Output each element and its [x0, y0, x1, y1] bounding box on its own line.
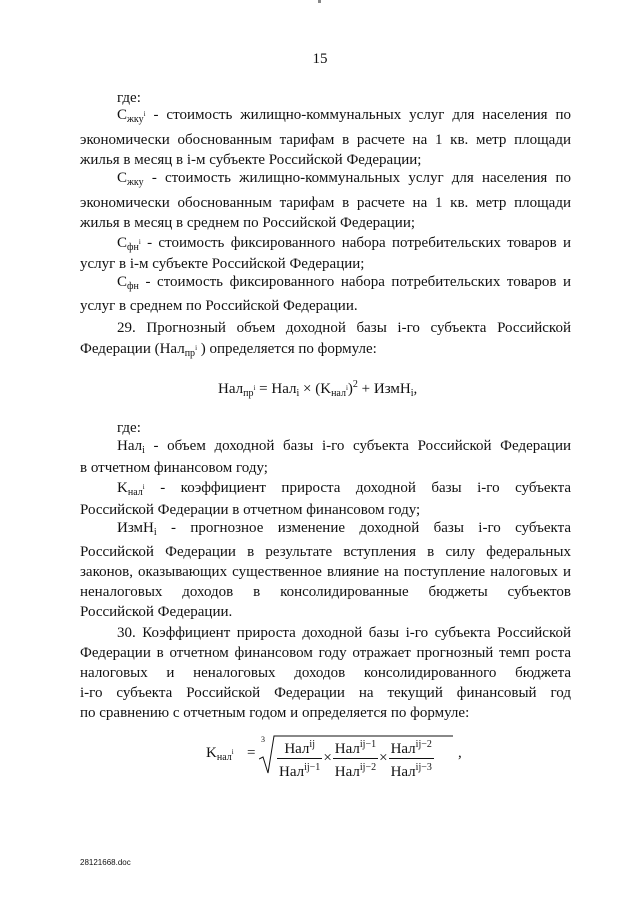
- formula-nal-pr: $Нал_{пр^i} = Нал_i \times (K_{нал^i})^2$ + ИзмН$_i$,: [218, 379, 418, 399]
- formula-lhs: $K_{нал^i}$: [206, 745, 234, 763]
- text-line: жилья в месяц в среднем по Российской Федерации;: [80, 215, 416, 231]
- def-izm-n: ИзмН$_i$ - прогнозное изменение доходной базы i-го субъекта: [117, 520, 571, 538]
- text-line: i-го субъекта Российской Федерации на текущий финансовый год: [80, 685, 571, 701]
- root-content: $\frac{Нал^{ij}}{Нал^{ij-1}}$ × $\frac{Нал^{ij-1}}{Нал^{ij-2}}$ × $\frac{Нал^{ij-2}}{Нал^{ij-3}}$: [279, 739, 432, 780]
- text-line: налоговых и неналоговых доходов консолидированного бюджета: [80, 665, 571, 681]
- symbol: $K_{нал^i}$: [117, 480, 145, 498]
- text-line: жилья в месяц в i-м субъекте Российской Федерации;: [80, 152, 422, 168]
- text-line: Федерации в отчетном финансовом году отражает прогнозный темп роста: [80, 645, 571, 661]
- symbol: $С_{фн}$: [117, 274, 139, 292]
- symbol: ИзмН$_i$: [117, 520, 157, 538]
- def-c-zhku: $С_{жку}$ - стоимость жилищно-коммунальных услуг для населения по: [117, 170, 571, 188]
- text-line: Российской Федерации.: [80, 604, 233, 620]
- symbol: Нал$_i$: [117, 438, 145, 456]
- text-line: экономически обоснованным тарифам в расчете на 1 кв. метр площади: [80, 195, 571, 211]
- def-c-fn-i: $С_{фн^i}$ - стоимость фиксированного набора потребительских товаров и: [117, 235, 572, 253]
- where-label: где:: [117, 90, 141, 106]
- root-index: 3: [261, 735, 265, 744]
- formula-comma: ,: [458, 745, 462, 761]
- text-line: законов, оказывающих существенное влияние на поступление налоговых и: [80, 564, 571, 580]
- text-line: экономически обоснованным тарифам в расчете на 1 кв. метр площади: [80, 132, 571, 148]
- text-line: неналоговых доходов в консолидированные бюджеты субъектов: [80, 584, 571, 600]
- text-line: Российской Федерации в отчетном финансовом году;: [80, 502, 421, 518]
- text-line: услуг в i-м субъекте Российской Федерации;: [80, 256, 365, 272]
- def-nal-i: Нал$_i$ - объем доходной базы i-го субъекта Российской Федерации: [117, 438, 571, 456]
- footer-filename: 28121668.doc: [80, 858, 131, 867]
- fraction-2: $\frac{Нал^{ij-1}}{Нал^{ij-2}}$: [334, 739, 377, 780]
- text-line: в отчетном финансовом году;: [80, 460, 268, 476]
- item-30-heading: 30. Коэффициент прироста доходной базы i-го субъекта Российской: [117, 625, 571, 641]
- item-29-heading: 29. Прогнозный объем доходной базы i-го субъекта Российской: [117, 320, 571, 336]
- symbol: Нал$_{пр^i}$: [159, 341, 198, 359]
- text-line: по сравнению с отчетным годом и определяется по формуле:: [80, 705, 470, 721]
- equals-sign: =: [247, 745, 256, 761]
- def-k-nal: $K_{нал^i}$ - коэффициент прироста доходной базы i-го субъекта: [117, 480, 572, 498]
- def-c-zhku-i: $С_{жку^i}$ - стоимость жилищно-коммунальных услуг для населения по: [117, 107, 572, 125]
- fraction-3: $\frac{Нал^{ij-2}}{Нал^{ij-3}}$: [390, 739, 432, 780]
- page-number: 15: [312, 51, 328, 67]
- item-29-line2: Федерации (Нал$_{пр^i}$ ) определяется по формуле:: [80, 341, 377, 359]
- text-line: Российской Федерации в результате вступления в силу федеральных: [80, 544, 571, 560]
- symbol: $С_{жку^i}$: [117, 107, 146, 125]
- symbol: $С_{фн^i}$: [117, 235, 141, 253]
- symbol: $С_{жку}$: [117, 170, 144, 188]
- scan-mark: [318, 0, 321, 3]
- fraction-1: $\frac{Нал^{ij}}{Нал^{ij-1}}$: [279, 739, 321, 780]
- text-line: услуг в среднем по Российской Федерации.: [80, 298, 358, 314]
- def-c-fn: $С_{фн}$ - стоимость фиксированного набора потребительских товаров и: [117, 274, 572, 292]
- where-label: где:: [117, 420, 141, 436]
